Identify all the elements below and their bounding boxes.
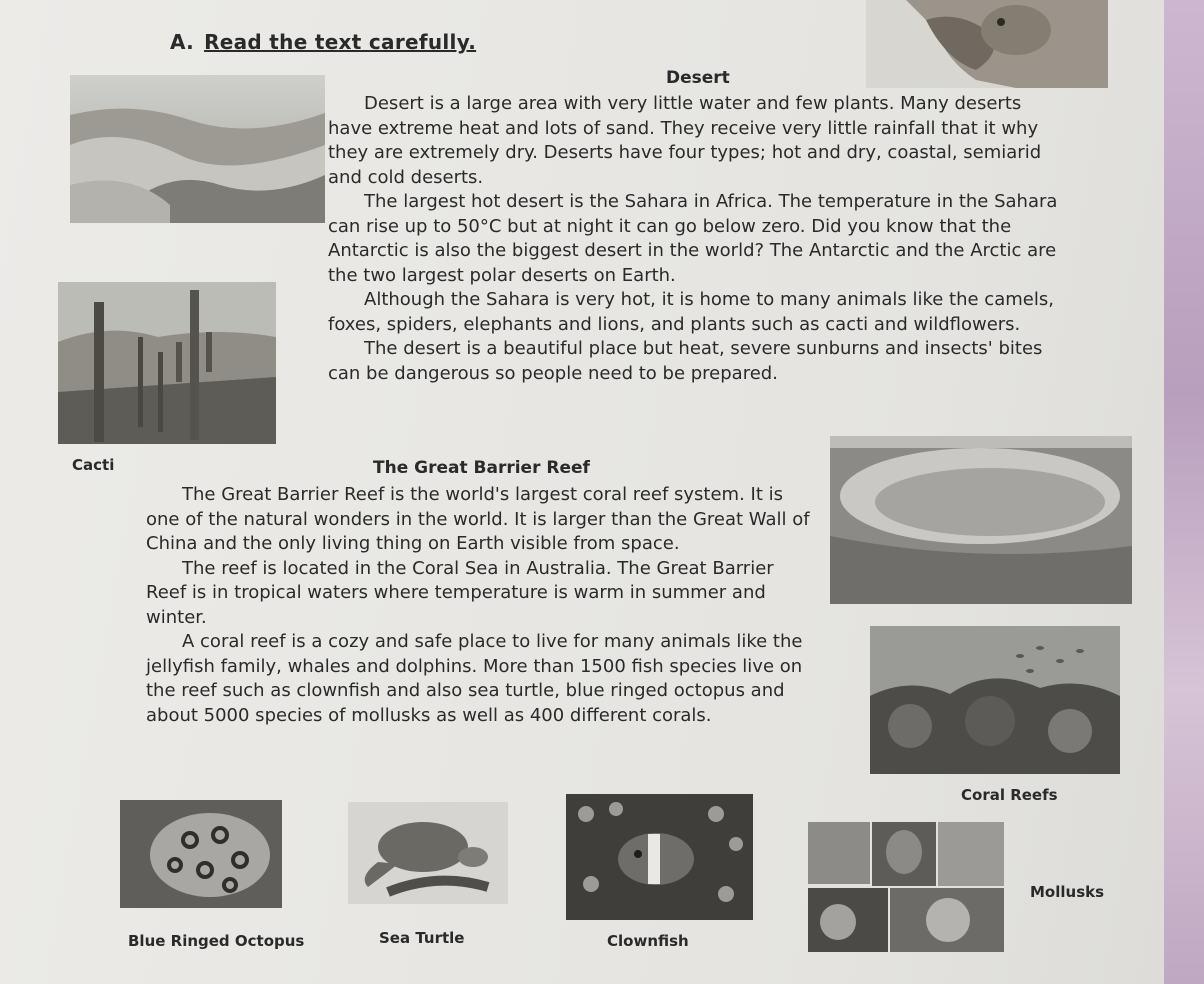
octopus-caption: Blue Ringed Octopus (128, 932, 305, 950)
reef-paragraph: The reef is located in the Coral Sea in Australia. The Great Barrier Reef is in tropical waters where temperature is warm in summer and winter. (146, 557, 774, 628)
aerial-reef-photo (830, 436, 1132, 604)
turtle-caption: Sea Turtle (379, 929, 465, 947)
reef-paragraph: The Great Barrier Reef is the world's largest coral reef system. It is one of the natural wonders in the world. It is larger than the Great Wall of China and the only living thing on Earth visible from space. (146, 484, 810, 554)
desert-paragraph: Although the Sahara is very hot, it is home to many animals like the camels, foxes, spiders, elephants and lions, and plants such as cacti and wildflowers. (328, 289, 1054, 335)
reef-title: The Great Barrier Reef (373, 458, 590, 478)
clownfish-photo (566, 794, 753, 920)
coral-reef-photo (870, 626, 1120, 774)
section-heading (170, 30, 476, 54)
background-fabric (1164, 0, 1204, 984)
section-letter: A. (170, 30, 195, 54)
sea-turtle-photo (348, 802, 508, 904)
coral-reefs-caption: Coral Reefs (961, 786, 1058, 804)
mollusks-caption: Mollusks (1030, 883, 1105, 901)
desert-text (328, 92, 1063, 386)
cacti-photo (58, 282, 276, 444)
desert-title: Desert (666, 68, 730, 88)
desert-paragraph: The desert is a beautiful place but heat, severe sunburns and insects' bites can be dangerous so people need to be prepared. (328, 338, 1043, 384)
cacti-caption: Cacti (72, 456, 115, 474)
section-instruction: Read the text carefully. (204, 30, 477, 54)
desert-paragraph: Desert is a large area with very little water and few plants. Many deserts have extreme heat and lots of sand. They receive very little rainfall that it why they are extremely dry. Deserts have four types; hot and dry, coastal, semiarid and cold deserts. (328, 93, 1042, 188)
reef-paragraph: A coral reef is a cozy and safe place to live for many animals like the jellyfish family, whales and dolphins. More than 1500 fish species live on the reef such as clownfish and also sea turtle, blue ringed octopus and about 5000 species of mollusks as well as 400 different corals. (146, 631, 803, 726)
reef-text (146, 483, 814, 728)
desert-paragraph: The largest hot desert is the Sahara in Africa. The temperature in the Sahara can rise up to 50°C but at night it can go below zero. Did you know that the Antarctic is also the biggest desert in the world? The Antarctic and the Arctic are the two largest polar deserts on Earth. (328, 191, 1058, 286)
clownfish-caption: Clownfish (607, 932, 689, 950)
mollusks-collage (808, 822, 1004, 952)
camel-photo (866, 0, 1108, 88)
desert-dunes-photo (70, 75, 325, 223)
octopus-photo (120, 800, 282, 908)
